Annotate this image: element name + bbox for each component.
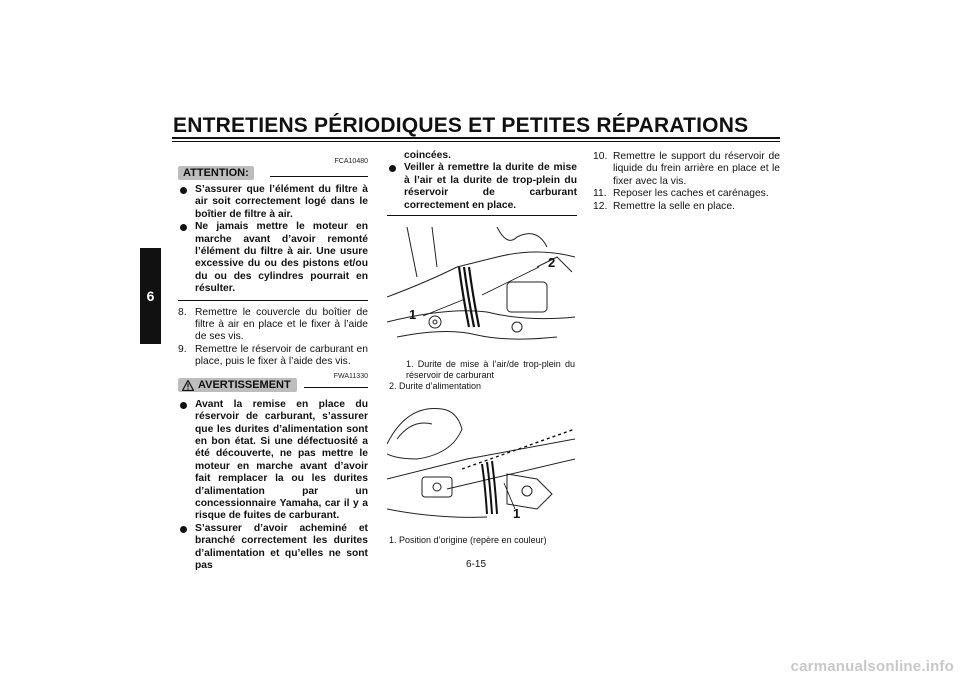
- warning-end-rule: [387, 215, 577, 216]
- attention-list: [178, 184, 368, 296]
- bullet-icon: [180, 402, 187, 409]
- hose-position-illustration: [387, 399, 575, 531]
- steps-left: [178, 307, 368, 369]
- header-rule: [172, 137, 780, 139]
- bullet-icon: [180, 526, 187, 533]
- warning-item: S’assurer d’avoir acheminé et branché correctement les durites d’alimentation et qu’elles ne sont pas: [178, 523, 368, 573]
- figure-1-fuel-hoses: [387, 227, 575, 349]
- left-column: [178, 156, 368, 572]
- caption-item: 1. Position d’origine (repère en couleur): [389, 535, 547, 545]
- attention-end-rule: [178, 300, 368, 301]
- attention-item: Ne jamais mettre le moteur en marche avant d’avoir remonté l’élément du filtre à air. Une usure excessive du ou des pistons et/ou du ou des cylindres pourrait en résulter.: [178, 221, 368, 295]
- figure-2-hose-position: [387, 399, 575, 531]
- chapter-number: 6: [146, 288, 155, 304]
- middle-column: [387, 150, 577, 216]
- caption-item: 2. Durite d’alimentation: [389, 381, 482, 391]
- figure-2-caption: [389, 535, 575, 546]
- warning-header: [178, 371, 368, 393]
- step-item: 12. Remettre la selle en place.: [593, 200, 735, 212]
- attention-item: S’assurer que l’élément du filtre à air soit correctement logé dans le boîtier de filtre à air.: [178, 184, 368, 221]
- attention-code: FCA10480: [334, 158, 368, 165]
- warning-continuation: coincées.: [404, 150, 451, 161]
- step-item: 9. Remettre le réservoir de carburant en place, puis le fixer à l’aide des vis.: [178, 343, 368, 368]
- header-rule-thin: [172, 141, 780, 142]
- chapter-tab: [140, 248, 161, 344]
- warning-item: Veiller à remettre la durite de mise à l’air et la durite de trop-plein du réservoir de carburant correctement en place.: [387, 162, 577, 212]
- bullet-icon: [180, 187, 187, 194]
- figure-1-label-1: 1: [409, 307, 417, 322]
- warning-code: FWA11330: [333, 372, 368, 380]
- footer-watermark[interactable]: carmanualsonline.info: [790, 658, 954, 675]
- right-column: [593, 151, 780, 213]
- attention-label: ATTENTION:: [178, 166, 254, 180]
- fuel-hose-illustration: [387, 227, 575, 349]
- warning-label: AVERTISSEMENT: [178, 378, 297, 392]
- step-item: 8. Remettre le couvercle du boîtier de filtre à air en place et le fixer à l’aide de ses vis.: [178, 306, 368, 343]
- bullet-icon: [389, 165, 396, 172]
- attention-header: [178, 156, 368, 178]
- warning-triangle-icon: [182, 380, 194, 391]
- warning-item: Avant la remise en place du réservoir de carburant, s’assurer que les durites d’alimentation sont en bon état. Si une défectuosité a été découverte, ne pas mettre le moteur en marche avant d’avoir fait remplacer la ou les durites d’alimentation par un concessionnaire Yamaha, car il y a risque de fuites de carburant.: [178, 399, 368, 523]
- figure-2-label-1: 1: [513, 506, 521, 521]
- step-item: 11. Reposer les caches et carénages.: [593, 188, 769, 200]
- bullet-icon: [180, 224, 187, 231]
- figure-1-label-2: 2: [548, 255, 556, 270]
- figure-1-caption: [389, 359, 575, 392]
- step-item: 10. Remettre le support du réservoir de liquide du frein arrière en place et le fixer avec la vis.: [593, 151, 780, 187]
- warning-list: [178, 399, 368, 573]
- caption-item: 1. Durite de mise à l’air/de trop-plein du réservoir de carburant: [406, 359, 575, 380]
- page-number: 6-15: [466, 559, 487, 570]
- page-title: ENTRETIENS PÉRIODIQUES ET PETITES RÉPARATIONS: [173, 114, 749, 137]
